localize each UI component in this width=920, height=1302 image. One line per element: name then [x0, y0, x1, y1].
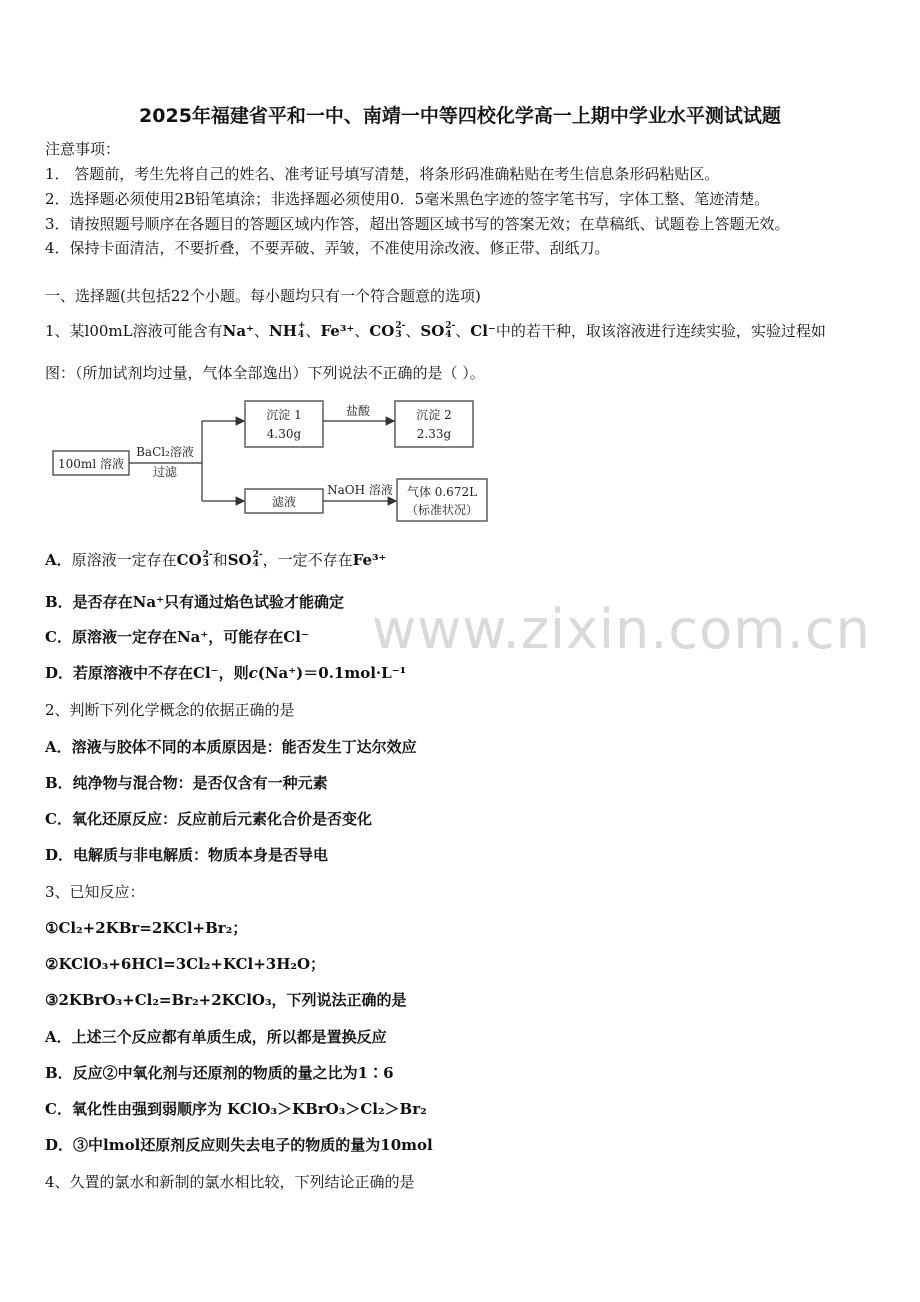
q1-number: 1、 — [45, 322, 70, 340]
q1-option-a — [45, 549, 386, 570]
gas-condition: （标准状况） — [405, 503, 479, 517]
op1-label: 过滤 — [152, 465, 178, 479]
ppt1-name: 沉淀 1 — [266, 408, 302, 422]
opt-a-so4 — [228, 551, 263, 569]
ion-so4-sup: 2- — [445, 321, 456, 331]
opt-a-fe: Fe³⁺ — [352, 551, 387, 569]
q2-stem: 2、判断下列化学概念的依据正确的是 — [45, 701, 295, 719]
q1-option-d — [45, 662, 406, 683]
ion-nh4 — [269, 322, 305, 340]
opt-a-co3-sub: 3 — [202, 559, 209, 569]
q1-stem-line1 — [45, 320, 826, 341]
opt-a-text1: 原溶液一定存在 — [71, 551, 177, 569]
gas-label: 气体 0.672L — [406, 485, 478, 499]
ion-co3-sub: 3 — [395, 330, 402, 340]
opt-a-co3-base: CO — [176, 551, 202, 569]
ion-nh4-sup: + — [297, 321, 306, 331]
q3-reaction-2: ②KClO₃+6HCl=3Cl₂+KCl+3H₂O； — [45, 955, 326, 973]
ion-cl: Cl⁻ — [470, 322, 496, 340]
ion-so4 — [420, 322, 455, 340]
notice-item-3: 3．请按照题号顺序在各题目的答题区域内作答，超出答题区域书写的答案无效；在草稿纸、试题卷上答题无效。 — [45, 215, 790, 233]
q2-option-d: D．电解质与非电解质：物质本身是否导电 — [45, 846, 329, 864]
opt-d-c: c — [248, 664, 258, 682]
reagent2-label: 盐酸 — [345, 404, 371, 418]
ppt2-mass: 2.33g — [416, 427, 452, 441]
sep: 、 — [253, 322, 269, 340]
notice-heading: 注意事项： — [45, 140, 121, 158]
notice-item-4: 4．保持卡面清洁，不要折叠，不要弄破、弄皱，不准使用涂改液、修正带、刮纸刀。 — [45, 239, 610, 257]
ion-co3 — [369, 322, 405, 340]
sep: 、 — [305, 322, 321, 340]
watermark: www.zixin.com.cn — [372, 598, 871, 661]
q1-text-1: 某l00mL溶液可能含有 — [69, 322, 223, 340]
sep: 、 — [354, 322, 370, 340]
q1-option-c: C．原溶液一定存在Na⁺，可能存在Cl⁻ — [45, 628, 309, 646]
start-label: 100ml 溶液 — [58, 457, 124, 471]
notice-item-1: 1． 答题前，考生先将自己的姓名、准考证号填写清楚，将条形码准确粘贴在考生信息条形码粘贴区。 — [45, 165, 720, 183]
opt-a-co3-sup: 2- — [202, 550, 213, 560]
ppt1-mass: 4.30g — [266, 427, 302, 441]
opt-a-text2: 和 — [212, 551, 228, 569]
opt-d-text2: (Na⁺)＝0.1mol·L⁻¹ — [257, 664, 407, 682]
q1-stem-line2: 图：（所加试剂均过量，气体全部逸出）下列说法不正确的是（ ）。 — [45, 364, 485, 382]
ion-nh4-base: NH — [269, 322, 297, 340]
sep: 、 — [405, 322, 421, 340]
q3-option-b: B．反应②中氧化剂与还原剂的物质的量之比为1∶6 — [45, 1064, 394, 1082]
ion-co3-sup: 2- — [395, 321, 406, 331]
opt-a-text3: ，一定不存在 — [262, 551, 353, 569]
filtrate-label: 滤液 — [271, 495, 297, 509]
opt-a-so4-sub: 4 — [252, 559, 259, 569]
q3-stem: 3、已知反应： — [45, 883, 145, 901]
ion-nh4-sub: 4 — [297, 330, 305, 340]
q3-option-c: C．氧化性由强到弱顺序为 KClO₃＞KBrO₃＞Cl₂＞Br₂ — [45, 1100, 427, 1118]
ion-so4-base: SO — [420, 322, 445, 340]
q1-text-2: 中的若干种，取该溶液进行连续实验，实验过程如 — [495, 322, 826, 340]
sep: 、 — [455, 322, 471, 340]
opt-a-label: A． — [45, 551, 72, 569]
q2-option-a: A．溶液与胶体不同的本质原因是：能否发生丁达尔效应 — [45, 738, 417, 756]
q1-option-b: B．是否存在Na⁺只有通过焰色试验才能确定 — [45, 593, 345, 611]
q2-option-b: B．纯净物与混合物：是否仅含有一种元素 — [45, 774, 328, 792]
ion-na: Na⁺ — [222, 322, 254, 340]
q2-option-c: C．氧化还原反应：反应前后元素化合价是否变化 — [45, 810, 372, 828]
q3-reaction-3: ③2KBrO₃+Cl₂=Br₂+2KClO₃，下列说法正确的是 — [45, 991, 407, 1009]
reagent1-label: BaCl₂溶液 — [136, 445, 194, 459]
opt-a-so4-base: SO — [227, 551, 252, 569]
ppt2-name: 沉淀 2 — [416, 408, 452, 422]
opt-d-label: D． — [45, 664, 74, 682]
q3-option-d: D．③中lmol还原剂反应则失去电子的物质的量为10mol — [45, 1136, 433, 1154]
page-title: 2025年福建省平和一中、南靖一中等四校化学高一上期中学业水平测试试题 — [139, 105, 781, 127]
opt-a-co3 — [177, 551, 213, 569]
ion-co3-base: CO — [369, 322, 395, 340]
q3-option-a: A．上述三个反应都有单质生成，所以都是置换反应 — [45, 1028, 387, 1046]
opt-a-so4-sup: 2- — [252, 550, 263, 560]
ion-fe: Fe³⁺ — [320, 322, 355, 340]
q4-stem: 4、久置的氯水和新制的氯水相比较，下列结论正确的是 — [45, 1173, 415, 1191]
q3-reaction-1: ①Cl₂+2KBr=2KCl+Br₂； — [45, 919, 248, 937]
notice-item-2: 2．选择题必须使用2B铅笔填涂；非选择题必须使用0．5毫米黑色字迹的签字笔书写，字体工整、笔迹清楚。 — [45, 190, 770, 208]
reagent3-label: NaOH 溶液 — [327, 483, 393, 497]
q1-flow-diagram — [45, 395, 505, 525]
opt-d-text1: 若原溶液中不存在Cl⁻，则 — [73, 664, 249, 682]
ion-so4-sub: 4 — [445, 330, 452, 340]
section-heading: 一、选择题(共包括22个小题。每小题均只有一个符合题意的选项) — [45, 287, 481, 305]
